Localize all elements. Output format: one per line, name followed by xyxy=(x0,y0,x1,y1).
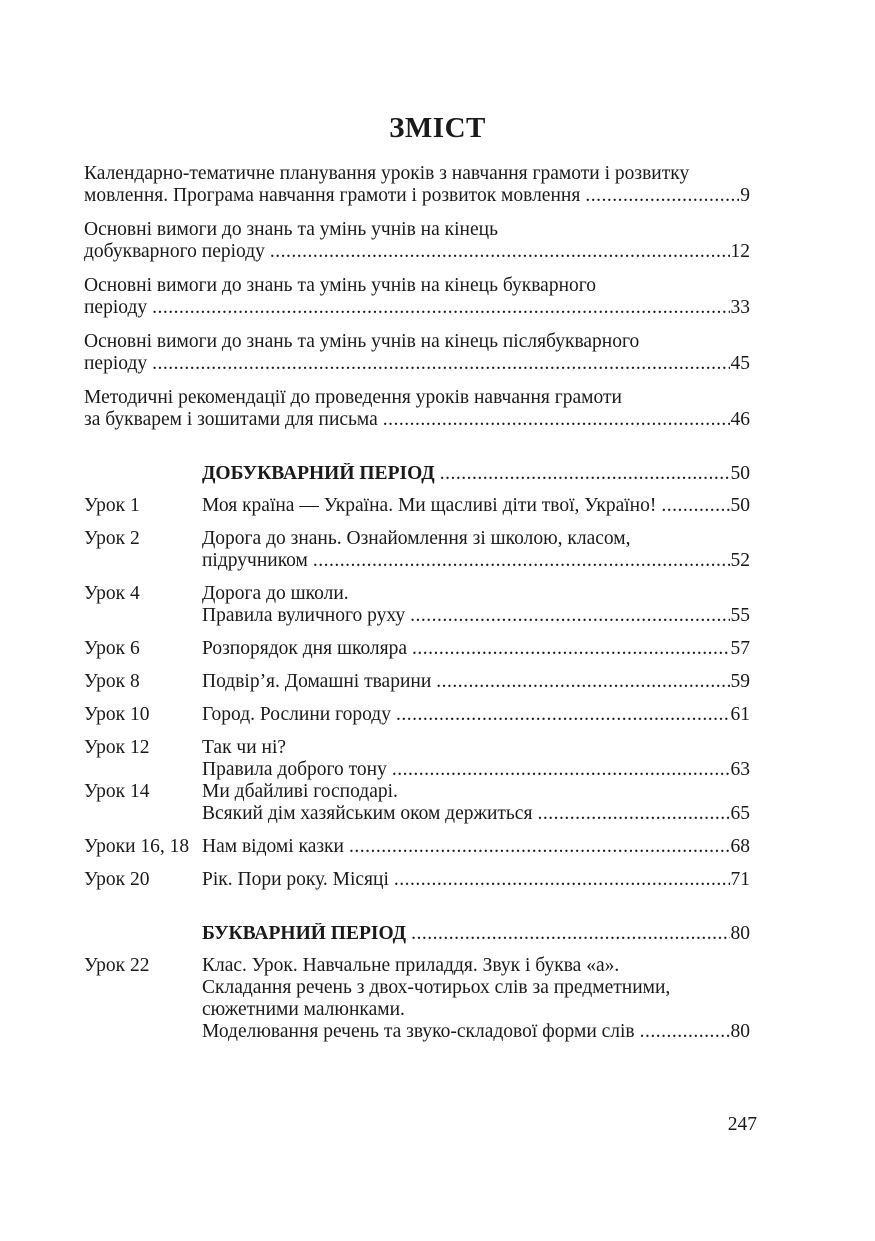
toc-line xyxy=(84,297,750,319)
toc-entry xyxy=(84,275,750,319)
dot-leader xyxy=(537,803,729,825)
entry-page-number: 80 xyxy=(730,1021,750,1042)
dot-leader xyxy=(396,704,730,726)
entry-text: Правила вуличного руху xyxy=(202,605,406,626)
lesson-entry xyxy=(84,781,750,825)
dot-leader xyxy=(661,495,729,517)
lesson-title xyxy=(202,704,750,726)
entry-text: Нам відомі казки xyxy=(202,836,344,857)
entry-text: періоду xyxy=(84,353,148,374)
toc-line xyxy=(84,331,750,353)
entry-text: Город. Рослини городу xyxy=(202,704,391,725)
entry-page-number: 80 xyxy=(730,923,750,944)
lesson-number: Урок 10 xyxy=(84,704,150,725)
lesson-number: Урок 1 xyxy=(84,495,140,516)
dot-leader xyxy=(152,353,729,375)
entry-text: підручником xyxy=(202,550,308,571)
lesson-title xyxy=(202,836,750,858)
toc-line xyxy=(84,163,750,185)
entry-text: Так чи ні? xyxy=(202,737,287,758)
toc-line xyxy=(84,275,750,297)
lesson-entry xyxy=(84,583,750,627)
toc-line xyxy=(202,869,750,891)
entry-text: Дорога до знань. Ознайомлення зі школою, класом, xyxy=(202,528,631,549)
lesson-number: Урок 8 xyxy=(84,671,140,692)
entry-text: Моделювання речень та звуко-складової форми слів xyxy=(202,1021,635,1042)
entry-text: Ми дбайливі господарі. xyxy=(202,781,398,802)
toc-line xyxy=(202,1021,750,1043)
dot-leader xyxy=(410,605,729,627)
lesson-number: Урок 20 xyxy=(84,869,150,890)
entry-text: Правила доброго тону xyxy=(202,759,387,780)
dot-leader xyxy=(640,1021,730,1043)
toc-entry xyxy=(84,163,750,207)
lesson-title xyxy=(202,737,750,781)
lesson-entry xyxy=(84,869,750,891)
entry-page-number: 59 xyxy=(730,671,750,692)
dot-leader xyxy=(440,463,730,485)
entry-page-number: 33 xyxy=(730,297,750,318)
entry-page-number: 63 xyxy=(730,759,750,780)
toc-line xyxy=(202,528,750,550)
entry-page-number: 50 xyxy=(730,463,750,484)
toc-line xyxy=(202,759,750,781)
entry-page-number: 12 xyxy=(730,241,750,262)
entry-text: Рік. Пори року. Місяці xyxy=(202,869,389,890)
entry-page-number: 52 xyxy=(730,550,750,571)
toc-line xyxy=(202,550,750,572)
entry-text: ДОБУКВАРНИЙ ПЕРІОД xyxy=(202,463,435,484)
page-number: 247 xyxy=(727,1114,757,1135)
toc-line xyxy=(202,977,750,999)
section-heading xyxy=(84,463,750,485)
dot-leader xyxy=(394,869,730,891)
entry-text: БУКВАРНИЙ ПЕРІОД xyxy=(202,923,407,944)
lesson-number: Урок 12 xyxy=(84,737,150,758)
toc-line xyxy=(202,704,750,726)
lesson-title xyxy=(202,638,750,660)
entry-text: сюжетними малюнками. xyxy=(202,999,405,1020)
entry-text: Моя країна — Україна. Ми щасливі діти твої, Україно! xyxy=(202,495,657,516)
lesson-number: Урок 4 xyxy=(84,583,140,604)
lesson-entry xyxy=(84,495,750,517)
lesson-number: Урок 6 xyxy=(84,638,140,659)
entry-text: Основні вимоги до знань та умінь учнів на кінець букварного xyxy=(84,275,597,296)
dot-leader xyxy=(349,836,730,858)
lesson-title xyxy=(202,955,750,1043)
dot-leader xyxy=(392,759,730,781)
entry-page-number: 65 xyxy=(730,803,750,824)
toc-line xyxy=(202,671,750,693)
toc-line xyxy=(202,999,750,1021)
toc-line xyxy=(202,583,750,605)
entry-text: Основні вимоги до знань та умінь учнів на кінець післябукварного xyxy=(84,331,640,352)
toc-entry xyxy=(84,331,750,375)
lesson-title xyxy=(202,781,750,825)
entry-text: Всякий дім хазяйським оком держиться xyxy=(202,803,533,824)
lesson-title xyxy=(202,671,750,693)
toc-line xyxy=(84,409,750,431)
toc-line xyxy=(202,638,750,660)
lesson-entry xyxy=(84,836,750,858)
toc-line xyxy=(202,923,750,945)
entry-page-number: 55 xyxy=(730,605,750,626)
lesson-entry xyxy=(84,671,750,693)
section-heading xyxy=(84,923,750,945)
entry-page-number: 50 xyxy=(730,495,750,516)
dot-leader xyxy=(412,638,729,660)
entry-text: Клас. Урок. Навчальне приладдя. Звук і буква «а». xyxy=(202,955,620,976)
entry-text: Основні вимоги до знань та умінь учнів на кінець xyxy=(84,219,498,240)
entry-text: Розпорядок дня школяра xyxy=(202,638,408,659)
lesson-number: Уроки 16, 18 xyxy=(84,836,190,857)
entry-page-number: 45 xyxy=(730,353,750,374)
toc-line xyxy=(202,495,750,517)
lesson-entry xyxy=(84,528,750,572)
toc-line xyxy=(84,353,750,375)
toc-line xyxy=(84,219,750,241)
entry-text: Складання речень з двох-чотирьох слів за предметними, xyxy=(202,977,671,998)
lesson-number: Урок 2 xyxy=(84,528,140,549)
page-title: ЗМІСТ xyxy=(389,112,486,144)
lesson-title xyxy=(202,495,750,517)
toc-line xyxy=(202,605,750,627)
toc-entry xyxy=(84,387,750,431)
lesson-entry xyxy=(84,704,750,726)
lesson-number: Урок 22 xyxy=(84,955,150,976)
toc-line xyxy=(84,387,750,409)
lesson-entry xyxy=(84,638,750,660)
dot-leader xyxy=(383,409,730,431)
toc-line xyxy=(202,955,750,977)
lesson-number: Урок 14 xyxy=(84,781,150,802)
toc-line xyxy=(84,185,750,207)
toc-line xyxy=(202,803,750,825)
dot-leader xyxy=(436,671,729,693)
lesson-entry xyxy=(84,737,750,781)
toc-line xyxy=(202,781,750,803)
toc-line xyxy=(202,836,750,858)
toc-line xyxy=(202,463,750,485)
dot-leader xyxy=(411,923,729,945)
dot-leader xyxy=(313,550,730,572)
dot-leader xyxy=(270,241,730,263)
toc-line xyxy=(202,737,750,759)
entry-page-number: 9 xyxy=(740,185,750,206)
dot-leader xyxy=(585,185,739,207)
dot-leader xyxy=(152,297,729,319)
entry-page-number: 71 xyxy=(730,869,750,890)
entry-text: Методичні рекомендації до проведення уроків навчання грамоти xyxy=(84,387,622,408)
entry-page-number: 57 xyxy=(730,638,750,659)
table-of-contents xyxy=(84,163,750,1054)
entry-text: періоду xyxy=(84,297,148,318)
lesson-title xyxy=(202,583,750,627)
entry-text: Календарно-тематичне планування уроків з навчання грамоти і розвитку xyxy=(84,163,690,184)
entry-page-number: 68 xyxy=(730,836,750,857)
toc-line xyxy=(84,241,750,263)
entry-text: за букварем і зошитами для письма xyxy=(84,409,378,430)
lesson-title xyxy=(202,869,750,891)
entry-text: Подвір’я. Домашні тварини xyxy=(202,671,432,692)
lesson-title xyxy=(202,528,750,572)
toc-entry xyxy=(84,219,750,263)
lesson-entry xyxy=(84,955,750,1043)
entry-text: Дорога до школи. xyxy=(202,583,349,604)
entry-text: мовлення. Програма навчання грамоти і розвиток мовлення xyxy=(84,185,581,206)
entry-text: добукварного періоду xyxy=(84,241,265,262)
entry-page-number: 46 xyxy=(730,409,750,430)
entry-page-number: 61 xyxy=(730,704,750,725)
